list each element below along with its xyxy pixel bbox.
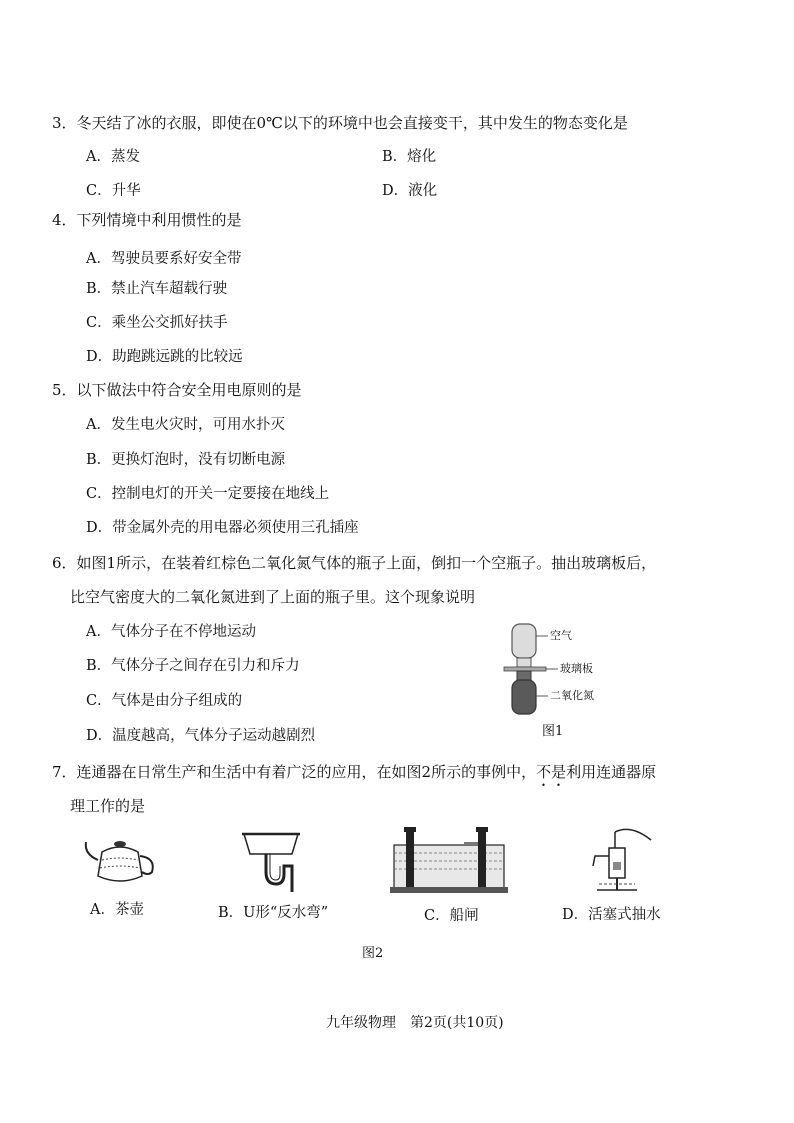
- q6-stem-line1: 6．如图1所示，在装着红棕色二氧化氮气体的瓶子上面，倒扣一个空瓶子。抽出玻璃板后，: [52, 554, 657, 572]
- q4-option-a: A．驾驶员要系好安全带: [86, 251, 242, 267]
- figure-2-caption: 图2: [362, 946, 384, 961]
- q7-emphasized-text: 不是: [536, 763, 567, 781]
- q6-option-c: C．气体是由分子组成的: [86, 693, 243, 709]
- q7-stem-line1: [52, 762, 656, 790]
- q5-stem: 5．以下做法中符合安全用电原则的是: [52, 381, 302, 399]
- q4-option-d: D．助跑跳远跳的比较远: [86, 349, 243, 365]
- q4-stem: 4．下列情境中利用惯性的是: [52, 211, 242, 229]
- figure-1: [500, 618, 610, 738]
- q6-option-b: B．气体分子之间存在引力和斥力: [86, 658, 300, 674]
- q6-option-d: D．温度越高，气体分子运动越剧烈: [86, 728, 316, 744]
- q5-option-a: A．发生电火灾时，可用水扑灭: [86, 417, 285, 433]
- page-footer: 九年级物理 第2页(共10页): [326, 1015, 504, 1031]
- label-air: 空气: [550, 629, 572, 642]
- q6-option-a: A．气体分子在不停地运动: [86, 624, 256, 640]
- q3-option-b: B．熔化: [382, 149, 437, 165]
- q5-option-c: C．控制电灯的开关一定要接在地线上: [86, 486, 330, 502]
- label-glass-plate: 玻璃板: [560, 662, 593, 675]
- q5-option-d: D．带金属外壳的用电器必须使用三孔插座: [86, 520, 359, 536]
- sink-drain-image: [236, 826, 306, 896]
- ship-lock-image: [388, 823, 510, 897]
- q7-stem-line2: 理工作的是: [70, 797, 146, 815]
- q3-option-d: D．液化: [382, 183, 438, 199]
- q7-option-a: A．茶壶: [90, 902, 144, 918]
- q7-stem-part-a: 7．连通器在日常生产和生活中有着广泛的应用，在如图2所示的事例中，: [52, 763, 537, 781]
- q3-option-a: A．蒸发: [86, 149, 140, 165]
- q6-stem-line2: 比空气密度大的二氧化氮进到了上面的瓶子里。这个现象说明: [70, 588, 476, 606]
- figure-1-caption: 图1: [542, 724, 564, 739]
- piston-pump-image: [585, 822, 655, 896]
- q3-option-c: C．升华: [86, 183, 141, 199]
- q4-option-b: B．禁止汽车超载行驶: [86, 281, 228, 297]
- q7-option-d: D．活塞式抽水: [562, 907, 661, 923]
- q7-option-b: B．U形“反水弯”: [218, 905, 329, 921]
- q5-option-b: B．更换灯泡时，没有切断电源: [86, 452, 286, 468]
- q7-stem-part-b: 利用连通器原: [566, 763, 657, 781]
- q7-option-c: C．船闸: [424, 908, 479, 924]
- teapot-image: [80, 830, 160, 892]
- q4-option-c: C．乘坐公交抓好扶手: [86, 315, 228, 331]
- q3-stem: 3．冬天结了冰的衣服，即使在0℃以下的环境中也会直接变干，其中发生的物态变化是: [52, 114, 628, 132]
- label-nitrogen-dioxide: 二氧化氮: [550, 689, 594, 702]
